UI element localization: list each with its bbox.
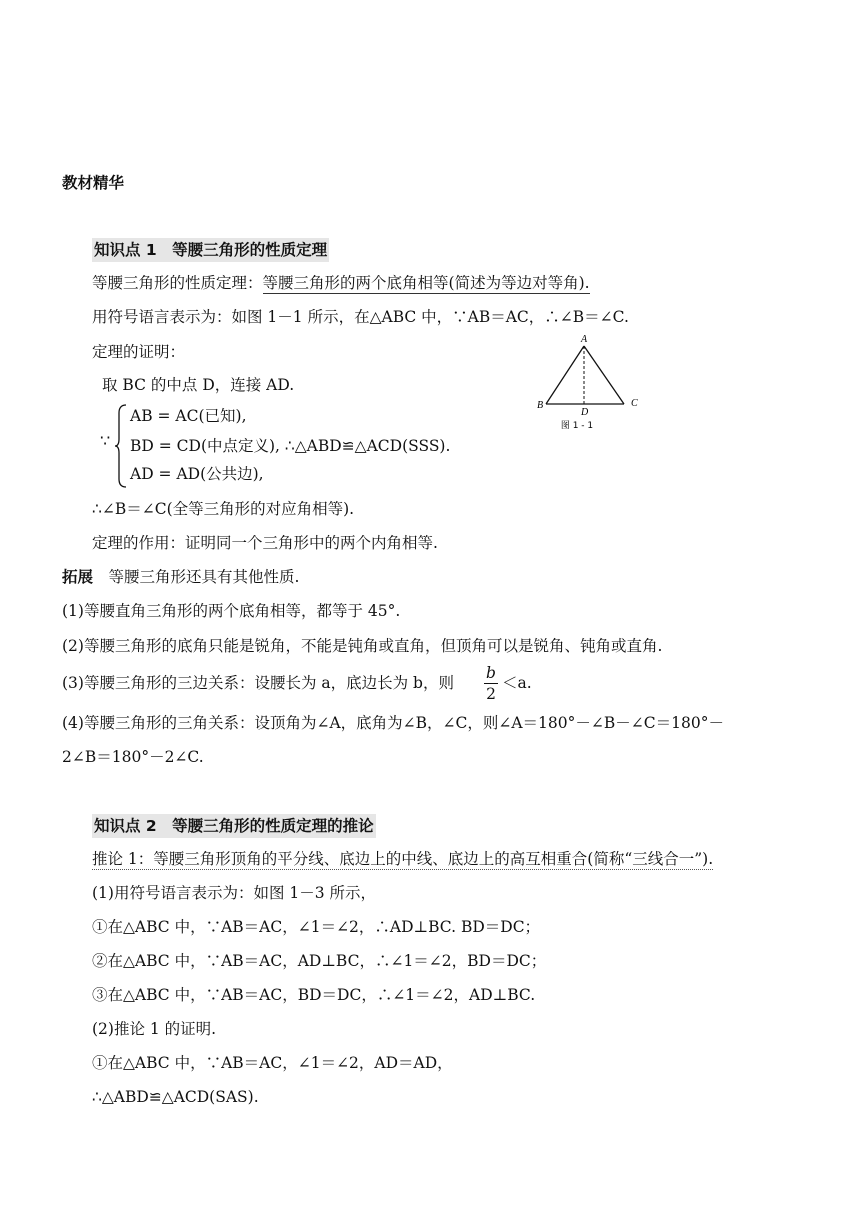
figure-1-1 [530, 332, 650, 432]
extension-intro: 等腰三角形还具有其他性质. [108, 568, 300, 586]
congruence-system [100, 403, 500, 489]
kp1-symbolic: 用符号语言表示为：如图 1－1 所示，在△ABC 中，∵AB＝AC，∴∠B＝∠C. [92, 308, 629, 326]
because-symbol: ∵ [100, 431, 111, 450]
fraction-numerator: b [486, 664, 496, 682]
kp2-proof-intro: (2)推论 1 的证明. [92, 1020, 217, 1038]
kp2-case-2: ②在△ABC 中，∵AB＝AC，AD⊥BC，∴∠1＝∠2，BD＝DC； [92, 952, 547, 970]
kp1-usage: 定理的作用：证明同一个三角形中的两个内角相等. [92, 534, 438, 552]
kp1-theorem [92, 272, 590, 294]
system-row-1: AB = AC(已知), [130, 407, 247, 425]
extension-item-4-cont: 2∠B＝180°－2∠C. [62, 748, 204, 766]
vertex-c-label: C [631, 398, 638, 409]
vertex-a-label: A [580, 334, 588, 345]
kp2-corollary-text: 推论 1：等腰三角形顶角的平分线、底边上的中线、底边上的高互相重合(简称“三线合一”). [92, 850, 714, 868]
vertex-d-label: D [581, 407, 589, 418]
side-ac [584, 346, 624, 404]
kp2-case-3: ③在△ABC 中，∵AB＝AC，BD＝DC，∴∠1＝∠2，AD⊥BC. [92, 986, 536, 1004]
kp1-theorem-body: 等腰三角形的两个底角相等(简述为等边对等角). [262, 274, 590, 292]
extension-item-3-tail: ＜a. [502, 674, 532, 692]
kp1-heading: 知识点 1 等腰三角形的性质定理 [92, 238, 329, 262]
section-title: 教材精华 [62, 174, 125, 192]
triangle-diagram [530, 332, 650, 432]
system-row-2: BD = CD(中点定义), ∴△ABD≌△ACD(SSS). [130, 437, 451, 455]
left-brace-icon [114, 403, 128, 489]
extension-item-4: (4)等腰三角形的三角关系：设顶角为∠A，底角为∠B，∠C，则∠A＝180°－∠B－∠C＝180°－ [62, 714, 724, 732]
kp1-proof-step: 取 BC 的中点 D，连接 AD. [102, 376, 295, 394]
fraction-denominator: 2 [486, 685, 496, 703]
extension-label: 拓展 [62, 568, 94, 586]
kp1-theorem-prefix: 等腰三角形的性质定理： [92, 274, 263, 292]
extension-heading [62, 566, 299, 588]
kp1-conclusion: ∴∠B＝∠C(全等三角形的对应角相等). [92, 500, 355, 518]
system-row-3: AD = AD(公共边), [130, 465, 264, 483]
extension-item-2: (2)等腰三角形的底角只能是锐角，不能是钝角或直角，但顶角可以是锐角、钝角或直角. [62, 637, 663, 655]
kp2-case-1: ①在△ABC 中，∵AB＝AC，∠1＝∠2，∴AD⊥BC. BD＝DC； [92, 918, 541, 936]
extension-item-3: (3)等腰三角形的三边关系：设腰长为 a，底边长为 b，则 [62, 674, 454, 692]
side-ab [546, 346, 584, 404]
kp2-proof-line-1: ①在△ABC 中，∵AB＝AC，∠1＝∠2，AD＝AD， [92, 1054, 453, 1072]
kp1-proof-label: 定理的证明： [92, 343, 186, 361]
fraction-bar [484, 683, 498, 684]
fraction-b-over-2 [484, 664, 498, 703]
kp2-proof-line-2: ∴△ABD≌△ACD(SAS). [92, 1088, 259, 1106]
kp2-symbolic-intro: (1)用符号语言表示为：如图 1－3 所示， [92, 884, 377, 902]
figure-caption: 图 1 - 1 [560, 421, 594, 431]
kp2-corollary [92, 848, 713, 870]
kp2-heading: 知识点 2 等腰三角形的性质定理的推论 [92, 814, 376, 838]
extension-item-1: (1)等腰直角三角形的两个底角相等，都等于 45°. [62, 602, 401, 620]
vertex-b-label: B [537, 400, 544, 411]
